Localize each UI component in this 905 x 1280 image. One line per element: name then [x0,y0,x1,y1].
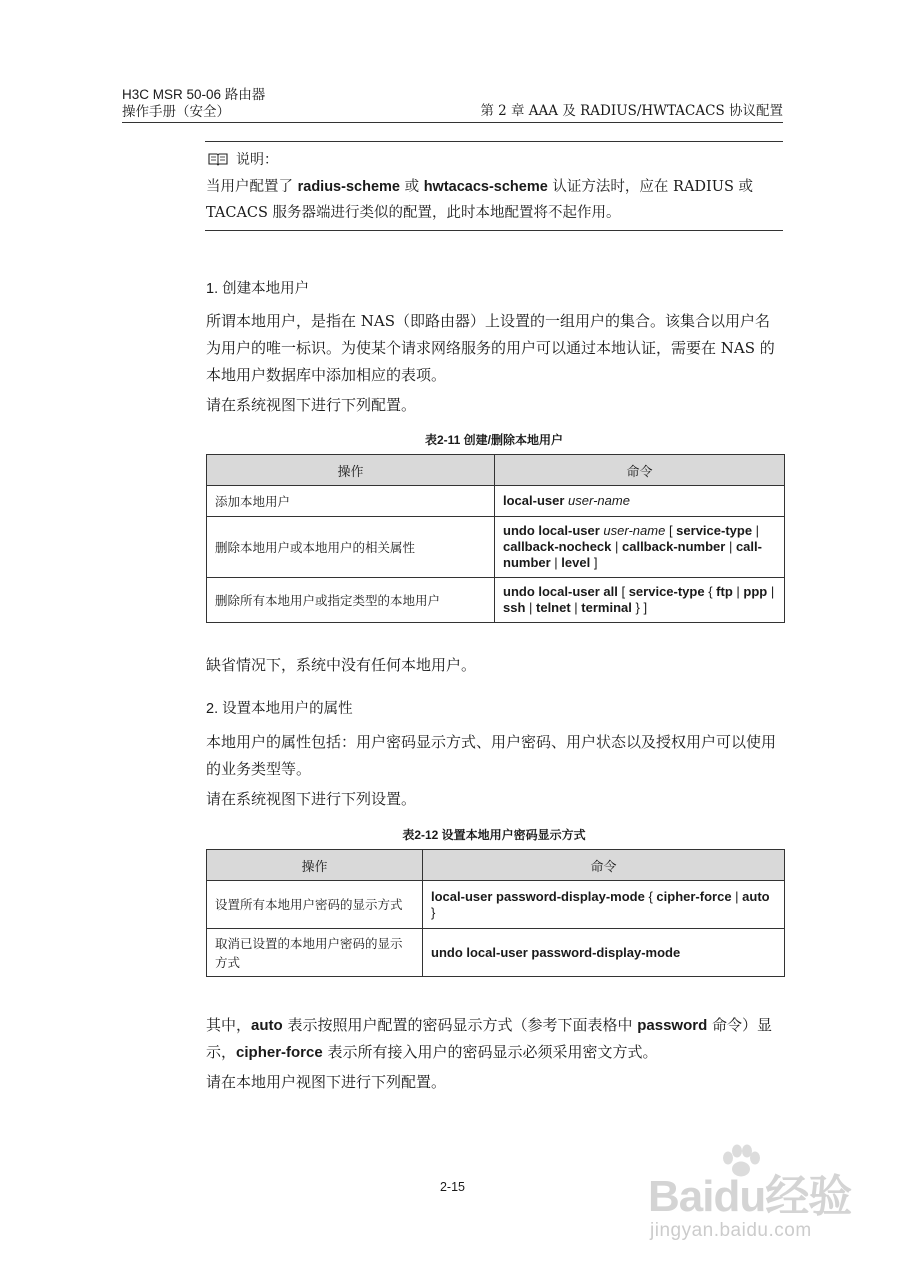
baidu-jingyan-watermark [640,1150,860,1260]
section2-instruction: 请在系统视图下进行下列设置。 [206,790,417,808]
note-cmd-radius: radius-scheme [297,179,400,195]
watermark-logo: Baidu经验 [648,1172,852,1221]
table-row [207,929,785,977]
command-keyword: undo local-user all [503,584,618,599]
command-syntax: | [767,584,775,599]
command-keyword: service-type [676,523,753,538]
command-syntax: | [570,600,582,615]
command-cell [495,578,785,623]
command-keyword: callback-number [622,539,726,554]
command-cell [495,517,785,578]
table-caption-2-11: 表2-11 创建/删除本地用户 [424,433,564,447]
section2-last-instruction: 请在本地用户视图下进行下列配置。 [206,1073,447,1091]
command-keyword: ssh [503,600,526,615]
command-syntax: [ [665,523,677,538]
operation-cell: 取消已设置的本地用户密码的显示方式 [207,929,423,977]
operation-cell: 设置所有本地用户密码的显示方式 [207,881,423,929]
command-keyword: callback-nocheck [503,539,612,554]
column-header-operation: 操作 [207,850,423,881]
command-keyword: terminal [581,600,632,615]
command-syntax: } ] [631,600,648,615]
command-keyword: undo local-user [503,523,600,538]
command-keyword: ppp [743,584,768,599]
command-syntax: { [704,584,717,599]
table-caption-2-12: 表2-12 设置本地用户密码显示方式 [402,828,586,842]
table-row [207,578,785,623]
command-keyword: telnet [536,600,571,615]
command-syntax: { [644,888,657,904]
command-keyword: auto [742,888,770,904]
section2-explanation: 其中，auto 表示按照用户配置的密码显示方式（参考下面表格中 password 命令）显示，cipher-force 表示所有接入用户的密码显示必须采用密文方式。 [206,1016,773,1061]
command-syntax: | [752,523,760,538]
note-bottom-rule [205,230,783,231]
column-header-command: 命令 [495,455,785,486]
table-header-row [207,455,785,486]
chapter-title: 第 2 章 AAA 及 RADIUS/HWTACACS 协议配置 [480,103,783,119]
manual-name: 操作手册（安全） [122,104,230,119]
keyword-cipher-force: cipher-force [236,1044,323,1061]
note-cmd-hwtacacs: hwtacacs-scheme [423,179,548,195]
header-rule [122,122,783,123]
command-syntax: | [732,584,744,599]
command-keyword: undo local-user password-display-mode [431,944,681,960]
column-header-command: 命令 [423,850,785,881]
column-header-operation: 操作 [207,455,495,486]
command-keyword: local-user password-display-mode [431,888,645,904]
table-row [207,881,785,929]
book-icon [208,152,228,166]
watermark-url: jingyan.baidu.com [650,1220,812,1241]
note-title-text: 说明： [236,152,278,168]
command-cell [423,929,785,977]
command-argument: user-name [603,523,666,538]
section1-default-note: 缺省情况下，系统中没有任何本地用户。 [206,656,477,674]
operation-cell: 添加本地用户 [207,486,495,517]
section1-instruction: 请在系统视图下进行下列配置。 [206,396,417,414]
keyword-auto: auto [251,1017,283,1034]
command-cell [495,486,785,517]
section-heading-1: 1. 创建本地用户 [206,281,310,297]
table-row [207,517,785,578]
operation-cell: 删除所有本地用户或指定类型的本地用户 [207,578,495,623]
section-heading-2: 2. 设置本地用户的属性 [206,701,353,717]
running-header-left [122,86,265,120]
table-2-11 [206,454,785,623]
section1-paragraph: 所谓本地用户，是指在 NAS（即路由器）上设置的一组用户的集合。该集合以用户名为用户的唯一标识。为使某个请求网络服务的用户可以通过本地认证，需要在 NAS 的本地用户数据库中添加相应的表项。 [206,312,775,384]
command-syntax: | [731,888,743,904]
command-syntax: [ [617,584,629,599]
command-syntax: | [725,539,736,554]
page-number: 2-15 [439,1180,466,1194]
command-keyword: level [561,555,591,570]
command-keyword: cipher-force [656,888,732,904]
note-body: 当用户配置了 radius-scheme 或 hwtacacs-scheme 认证方法时，应在 RADIUS 或 TACACS 服务器端进行类似的配置，此时本地配置将不起作用。 [206,179,754,221]
note-title [208,149,278,169]
command-keyword: local-user [503,493,565,508]
command-keyword: service-type [628,584,705,599]
command-syntax: ] [590,555,598,570]
command-argument: user-name [568,493,630,508]
command-syntax: | [611,539,622,554]
keyword-password: password [637,1017,708,1034]
table-row [207,486,785,517]
section2-paragraph: 本地用户的属性包括：用户密码显示方式、用户密码、用户状态以及授权用户可以使用的业务类型等。 [206,733,777,778]
operation-cell: 删除本地用户或本地用户的相关属性 [207,517,495,578]
table-2-12 [206,849,785,977]
command-syntax: | [550,555,562,570]
product-name: H3C MSR 50-06 路由器 [122,87,266,102]
note-top-rule [205,141,783,142]
table-header-row [207,850,785,881]
command-syntax: } [431,904,436,920]
command-keyword: ftp [716,584,733,599]
command-cell [423,881,785,929]
command-keyword: call-number [503,539,762,570]
command-syntax: | [525,600,537,615]
